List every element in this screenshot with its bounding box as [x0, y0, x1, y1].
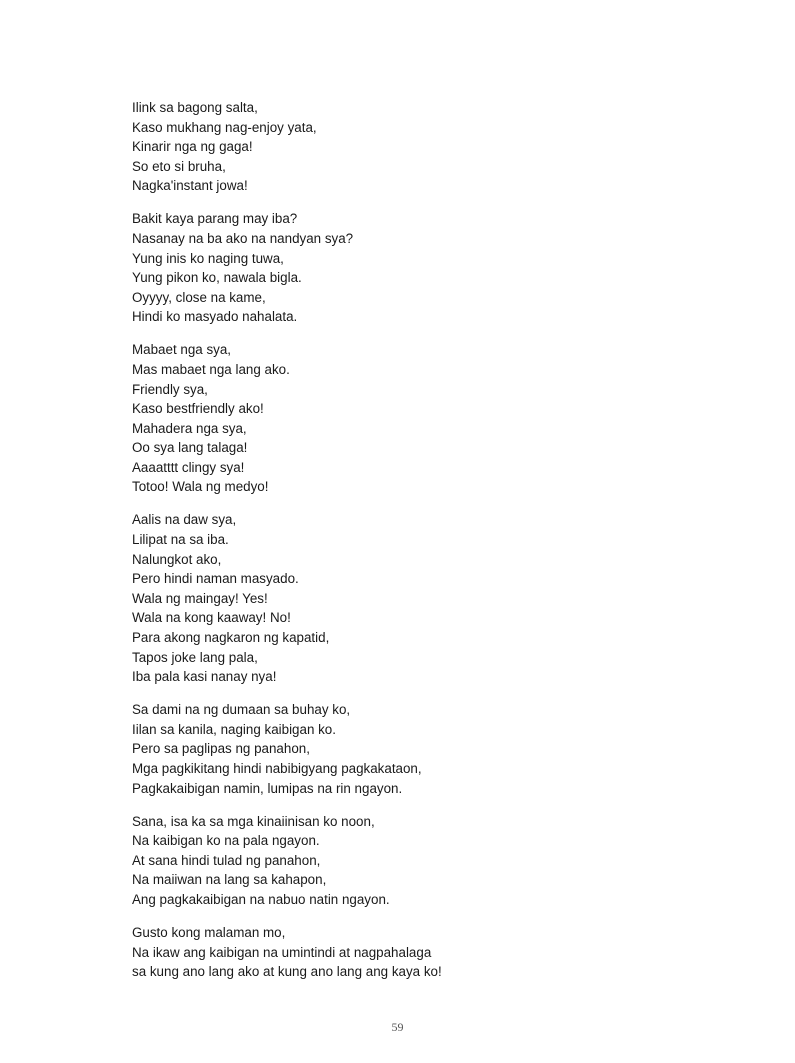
poem-line: Na maiiwan na lang sa kahapon, — [132, 872, 327, 888]
stanza — [132, 98, 732, 196]
poem-line: sa kung ano lang ako at kung ano lang ang kaya ko! — [132, 964, 442, 980]
page-number: 59 — [391, 1020, 404, 1034]
poem-line: Pero hindi naman masyado. — [132, 571, 299, 587]
stanza — [132, 209, 732, 327]
poem-line: Iilan sa kanila, naging kaibigan ko. — [132, 721, 336, 737]
poem-line: Para akong nagkaron ng kapatid, — [132, 630, 330, 646]
poem-line: Totoo! Wala ng medyo! — [132, 479, 269, 495]
poem-line: Bakit kaya parang may iba? — [132, 211, 298, 227]
poem-line: Wala ng maingay! Yes! — [132, 590, 268, 606]
stanza — [132, 923, 732, 982]
stanza — [132, 700, 732, 798]
poem-line: Yung inis ko naging tuwa, — [132, 250, 284, 266]
poem-line: Oo sya lang talaga! — [132, 440, 248, 456]
poem-line: Mga pagkikitang hindi nabibigyang pagkakataon, — [132, 760, 422, 776]
poem-line: Yung pikon ko, nawala bigla. — [132, 270, 302, 286]
poem-line: Pero sa paglipas ng panahon, — [132, 741, 310, 757]
poem-line: Hindi ko masyado nahalata. — [132, 309, 298, 325]
poem-line: Nalungkot ako, — [132, 551, 222, 567]
poem-line: Aaaatttt clingy sya! — [132, 459, 245, 475]
poem-line: Na kaibigan ko na pala ngayon. — [132, 833, 320, 849]
poem-line: Kaso bestfriendly ako! — [132, 401, 264, 417]
stanza — [132, 812, 732, 910]
poem-line: Mas mabaet nga lang ako. — [132, 361, 290, 377]
poem-line: Ang pagkakaibigan na nabuo natin ngayon. — [132, 891, 390, 907]
poem-line: Nagka'instant jowa! — [132, 178, 248, 194]
poem-line: Lilipat na sa iba. — [132, 532, 229, 548]
poem-line: Kaso mukhang nag-enjoy yata, — [132, 119, 317, 135]
poem-line: Mahadera nga sya, — [132, 420, 247, 436]
poem-line: Wala na kong kaaway! No! — [132, 610, 291, 626]
poem-line: Oyyyy, close na kame, — [132, 289, 266, 305]
poem-line: Mabaet nga sya, — [132, 342, 232, 358]
poem-line: Nasanay na ba ako na nandyan sya? — [132, 230, 354, 246]
poem-line: So eto si bruha, — [132, 158, 226, 174]
poem-line: Sa dami na ng dumaan sa buhay ko, — [132, 702, 351, 718]
stanza — [132, 340, 732, 497]
poem-line: At sana hindi tulad ng panahon, — [132, 852, 321, 868]
poem-line: Aalis na daw sya, — [132, 512, 237, 528]
poem-line: Tapos joke lang pala, — [132, 649, 258, 665]
stanza — [132, 510, 732, 686]
poem-line: Ilink sa bagong salta, — [132, 100, 258, 115]
poem-line: Sana, isa ka sa mga kinaiinisan ko noon, — [132, 813, 375, 829]
poem-line: Iba pala kasi nanay nya! — [132, 669, 277, 685]
poem-line: Friendly sya, — [132, 381, 208, 397]
poem-line: Kinarir nga ng gaga! — [132, 139, 253, 155]
poem-body — [132, 98, 732, 995]
poem-line: Gusto kong malaman mo, — [132, 924, 286, 940]
poem-line: Pagkakaibigan namin, lumipas na rin ngayon. — [132, 780, 403, 796]
poem-line: Na ikaw ang kaibigan na umintindi at nagpahalaga — [132, 944, 432, 960]
